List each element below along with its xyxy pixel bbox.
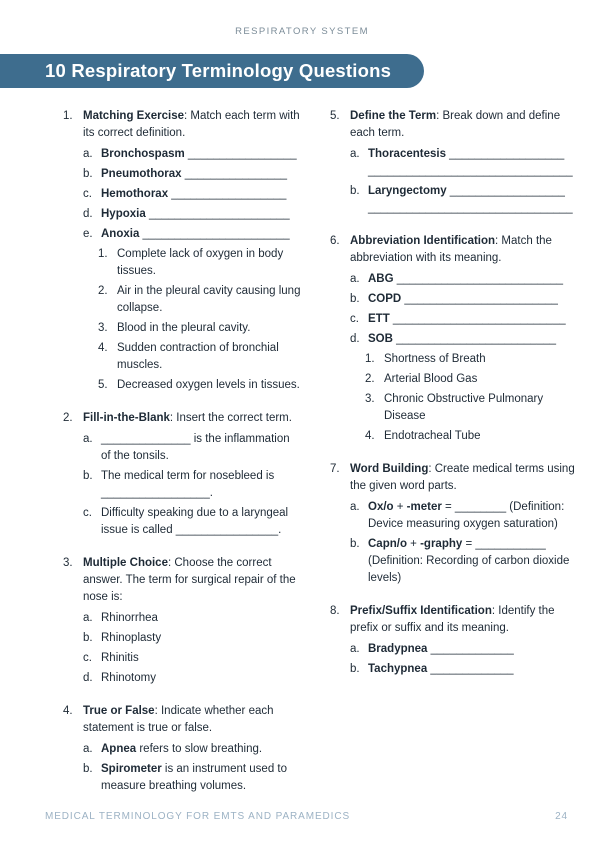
column-right	[330, 108, 579, 811]
question-number: 6.	[330, 235, 340, 247]
question	[63, 555, 301, 690]
item-text	[101, 206, 301, 223]
text-run: The medical term for nosebleed is _________________.	[101, 470, 275, 499]
question-item	[83, 761, 301, 795]
item-text	[384, 371, 579, 388]
question-item	[83, 431, 301, 465]
question	[330, 108, 579, 220]
item-marker: d.	[83, 208, 93, 220]
text-run: : Break down and define each term.	[350, 110, 561, 139]
question-number: 4.	[63, 705, 73, 717]
item-text	[101, 670, 301, 687]
item-text	[101, 610, 301, 627]
question-intro	[83, 410, 301, 427]
question	[63, 703, 301, 798]
question	[330, 233, 579, 448]
question-body	[350, 108, 579, 220]
bold-term: -graphy	[420, 538, 463, 550]
question-intro	[83, 555, 301, 606]
item-text	[117, 320, 301, 337]
question-item	[350, 146, 579, 180]
item-marker: 1.	[98, 248, 108, 260]
text-run: __________________	[446, 185, 565, 197]
question-body	[83, 555, 301, 690]
page-title: 10 Respiratory Terminology Questions	[45, 60, 392, 81]
column-left	[63, 108, 301, 811]
item-marker: 5.	[98, 379, 108, 391]
item-text	[101, 650, 301, 667]
question-number: 7.	[330, 463, 340, 475]
item-text	[384, 391, 579, 425]
text-run: ________________	[181, 168, 288, 180]
text-run: __________________	[445, 148, 565, 160]
text-run: refers to slow breathing.	[136, 743, 263, 755]
text-run: Blood in the pleural cavity.	[117, 322, 251, 334]
question-item	[83, 505, 301, 539]
question-subitem	[98, 246, 301, 280]
text-run: : Indicate whether each statement is true or false.	[83, 705, 274, 734]
text-run: = ________ (Definition: Device measuring oxygen saturation)	[368, 501, 565, 530]
item-text	[368, 331, 579, 348]
item-marker: 2.	[98, 285, 108, 297]
question-item	[350, 641, 579, 658]
text-run: +	[406, 538, 421, 550]
question-item	[83, 468, 301, 502]
text-run: ______________ is the inflammation of the tonsils.	[101, 433, 290, 462]
item-text	[368, 661, 579, 678]
item-text	[101, 761, 301, 795]
question-body	[350, 461, 579, 590]
question-subitem	[365, 391, 579, 425]
item-text	[368, 536, 579, 587]
question-item	[350, 291, 579, 308]
item-text	[368, 271, 579, 288]
text-run: (Definition: Recording of carbon dioxide levels)	[368, 555, 570, 584]
question-item	[83, 741, 301, 758]
text-run: Rhinoplasty	[101, 632, 162, 644]
question-subitem	[365, 371, 579, 388]
question-number: 8.	[330, 605, 340, 617]
text-run: Rhinitis	[101, 652, 139, 664]
item-text	[368, 146, 579, 180]
item-marker: a.	[350, 273, 360, 285]
item-text	[384, 351, 579, 368]
item-marker: e.	[83, 228, 93, 240]
item-marker: d.	[350, 333, 360, 345]
text-run: Decreased oxygen levels in tissues.	[117, 379, 300, 391]
text-run: : Choose the correct answer. The term for surgical repair of the nose is:	[83, 557, 296, 603]
item-text	[101, 630, 301, 647]
question-item	[350, 183, 579, 217]
text-run: Difficulty speaking due to a laryngeal issue is called ________________.	[101, 507, 289, 536]
item-marker: b.	[350, 663, 360, 675]
question-number: 1.	[63, 110, 73, 122]
question-item	[83, 206, 301, 223]
question-number: 5.	[330, 110, 340, 122]
text-run: _________________________	[392, 333, 557, 345]
question-intro	[350, 108, 579, 142]
text-run: Shortness of Breath	[384, 353, 486, 365]
item-marker: b.	[83, 763, 93, 775]
bold-term: Fill-in-the-Blank	[83, 412, 170, 424]
question-subitem	[98, 377, 301, 394]
text-run: Air in the pleural cavity causing lung collapse.	[117, 285, 301, 314]
question-subitem	[365, 428, 579, 445]
bold-term: COPD	[368, 293, 402, 305]
item-text	[368, 311, 579, 328]
item-marker: c.	[350, 313, 359, 325]
item-marker: b.	[83, 470, 93, 482]
question-intro	[83, 703, 301, 737]
item-marker: c.	[83, 507, 92, 519]
definition-options	[98, 246, 301, 394]
item-marker: b.	[350, 185, 360, 197]
question-number: 3.	[63, 557, 73, 569]
page-footer	[45, 811, 568, 822]
item-text	[368, 641, 579, 658]
bold-term: Prefix/Suffix Identification	[350, 605, 492, 617]
text-run: Rhinotomy	[101, 672, 156, 684]
bold-term: ETT	[368, 313, 390, 325]
question-intro	[350, 233, 579, 267]
page-header: RESPIRATORY SYSTEM	[235, 26, 369, 37]
question-intro	[83, 108, 301, 142]
bold-term: Bronchospasm	[101, 148, 185, 160]
question	[330, 461, 579, 590]
bold-term: Laryngectomy	[368, 185, 447, 197]
question-item	[83, 146, 301, 163]
question-item	[350, 331, 579, 348]
bold-term: Apnea	[101, 743, 137, 755]
text-run: _____________	[427, 663, 514, 675]
question-item	[83, 226, 301, 243]
text-run: _______________________	[139, 228, 290, 240]
item-text	[101, 741, 301, 758]
bold-term: Capn/o	[368, 538, 407, 550]
bold-term: Anoxia	[101, 228, 140, 240]
bold-term: Multiple Choice	[83, 557, 168, 569]
bold-term: Ox/o	[368, 501, 394, 513]
text-run: Endotracheal Tube	[384, 430, 481, 442]
question-item	[83, 186, 301, 203]
footer-text: MEDICAL TERMINOLOGY FOR EMTS AND PARAMEDICS	[45, 811, 351, 822]
item-text	[101, 186, 301, 203]
item-marker: a.	[83, 433, 93, 445]
item-text	[101, 146, 301, 163]
text-run: _____________	[427, 643, 514, 655]
text-run: : Match each term with its correct definition.	[83, 110, 300, 139]
bold-term: ABG	[368, 273, 394, 285]
bold-term: Hemothorax	[101, 188, 169, 200]
text-run: ______________________	[145, 208, 290, 220]
item-marker: a.	[350, 643, 360, 655]
bold-term: True or False	[83, 705, 155, 717]
text-run: is an instrument used to measure breathing volumes.	[101, 763, 288, 792]
question-item	[83, 610, 301, 627]
question-body	[350, 233, 579, 448]
bold-term: Thoracentesis	[368, 148, 446, 160]
definition-options	[365, 351, 579, 445]
bold-term: Pneumothorax	[101, 168, 182, 180]
question-body	[350, 603, 579, 681]
question-number: 2.	[63, 412, 73, 424]
item-marker: a.	[83, 612, 93, 624]
text-run: ________________________	[401, 293, 558, 305]
question-body	[83, 703, 301, 798]
text-run: +	[393, 501, 407, 513]
questions-content	[63, 108, 579, 811]
item-text	[101, 468, 301, 502]
bold-term: Spirometer	[101, 763, 162, 775]
item-marker: 3.	[365, 393, 375, 405]
item-marker: a.	[350, 148, 360, 160]
question-item	[83, 630, 301, 647]
bold-term: SOB	[368, 333, 393, 345]
bold-term: Tachypnea	[368, 663, 428, 675]
item-text	[101, 431, 301, 465]
text-run: __________________________	[393, 273, 564, 285]
item-marker: b.	[350, 293, 360, 305]
item-marker: 1.	[365, 353, 375, 365]
question-item	[83, 670, 301, 687]
item-text	[101, 166, 301, 183]
question-intro	[350, 461, 579, 495]
bold-term: Abbreviation Identification	[350, 235, 496, 247]
item-marker: 4.	[365, 430, 375, 442]
item-marker: d.	[83, 672, 93, 684]
text-run: _________________	[184, 148, 297, 160]
item-marker: a.	[350, 501, 360, 513]
bold-term: Bradypnea	[368, 643, 428, 655]
text-run: Arterial Blood Gas	[384, 373, 478, 385]
question	[330, 603, 579, 681]
question-body	[83, 410, 301, 542]
question-body	[83, 108, 301, 397]
item-text	[101, 226, 301, 243]
bold-term: Define the Term	[350, 110, 437, 122]
question-item	[350, 311, 579, 328]
question-item	[350, 536, 579, 587]
question-subitem	[365, 351, 579, 368]
text-run: : Insert the correct term.	[169, 412, 292, 424]
text-run: = ___________	[462, 538, 546, 550]
page-number: 24	[555, 811, 568, 822]
item-marker: 4.	[98, 342, 108, 354]
question-subitem	[98, 320, 301, 337]
question	[63, 410, 301, 542]
item-marker: 3.	[98, 322, 108, 334]
question-subitem	[98, 283, 301, 317]
question-intro	[350, 603, 579, 637]
bold-term: Matching Exercise	[83, 110, 184, 122]
bold-term: -meter	[406, 501, 442, 513]
question-item	[83, 650, 301, 667]
question-subitem	[98, 340, 301, 374]
question-item	[350, 499, 579, 533]
item-text	[368, 499, 579, 533]
item-marker: a.	[83, 148, 93, 160]
bold-term: Hypoxia	[101, 208, 146, 220]
item-text	[117, 246, 301, 280]
title-banner	[0, 54, 424, 88]
item-marker: c.	[83, 652, 92, 664]
text-run: : Match the abbreviation with its meaning.	[350, 235, 552, 264]
text-run: : Create medical terms using the given word parts.	[350, 463, 575, 492]
item-text	[368, 291, 579, 308]
item-marker: 2.	[365, 373, 375, 385]
question-item	[83, 166, 301, 183]
item-marker: b.	[350, 538, 360, 550]
text-run: Rhinorrhea	[101, 612, 158, 624]
item-text	[101, 505, 301, 539]
text-run: Complete lack of oxygen in body tissues.	[117, 248, 284, 277]
item-text	[117, 283, 301, 317]
text-run: Sudden contraction of bronchial muscles.	[117, 342, 279, 371]
text-run: Chronic Obstructive Pulmonary Disease	[384, 393, 544, 422]
text-run: ________________________________	[368, 165, 573, 177]
question-item	[350, 661, 579, 678]
item-text	[117, 377, 301, 394]
item-text	[384, 428, 579, 445]
bold-term: Word Building	[350, 463, 429, 475]
item-text	[117, 340, 301, 374]
item-text	[368, 183, 579, 217]
item-marker: a.	[83, 743, 93, 755]
question-item	[350, 271, 579, 288]
text-run: ________________________________	[368, 202, 573, 214]
text-run: : Identify the prefix or suffix and its meaning.	[350, 605, 555, 634]
text-run: __________________	[168, 188, 287, 200]
item-marker: c.	[83, 188, 92, 200]
item-marker: b.	[83, 632, 93, 644]
item-marker: b.	[83, 168, 93, 180]
question	[63, 108, 301, 397]
text-run: ___________________________	[389, 313, 566, 325]
